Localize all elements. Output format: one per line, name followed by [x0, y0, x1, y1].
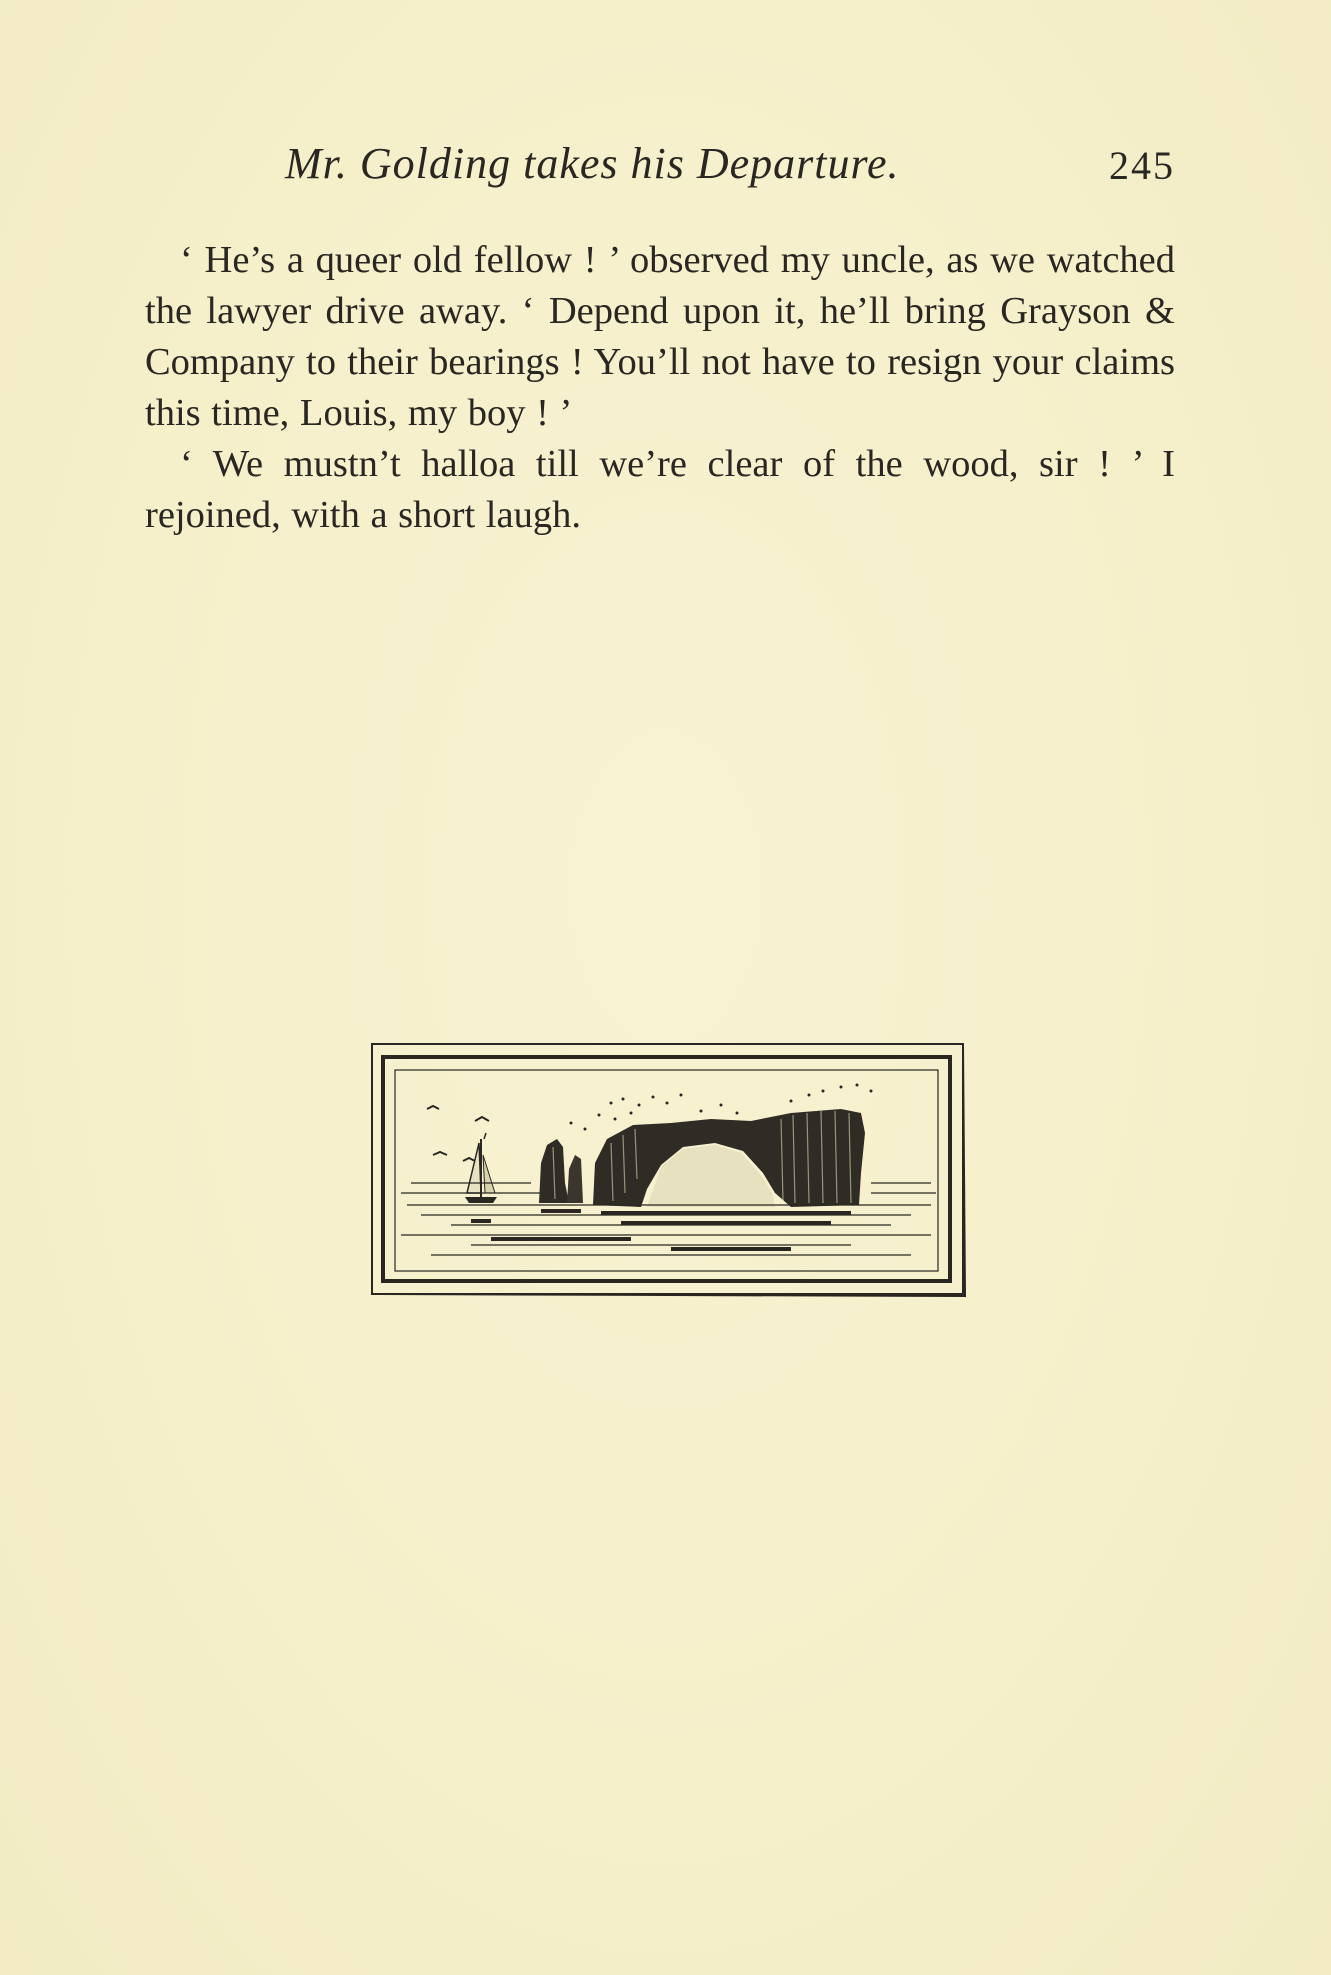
sea-arch-vignette — [371, 1043, 966, 1297]
sea-arch-engraving — [371, 1043, 966, 1297]
running-title: Mr. Golding takes his Departure. — [285, 139, 900, 188]
page-number: 245 — [1109, 143, 1175, 188]
paragraph-2: ‘ We mustn’t halloa till we’re clear of the wood, sir ! ’ I rejoined, with a short laugh. — [145, 443, 1175, 536]
running-head — [145, 138, 1175, 198]
paragraph-1: ‘ He’s a queer old fellow ! ’ observed my uncle, as we watched the lawyer drive away. ‘ Depend upon it, he’ll bring Grayson & Company to their bearings ! You’ll not have to resign your claims this time, Louis, my boy ! ’ — [145, 239, 1175, 434]
body-text — [145, 235, 1175, 541]
